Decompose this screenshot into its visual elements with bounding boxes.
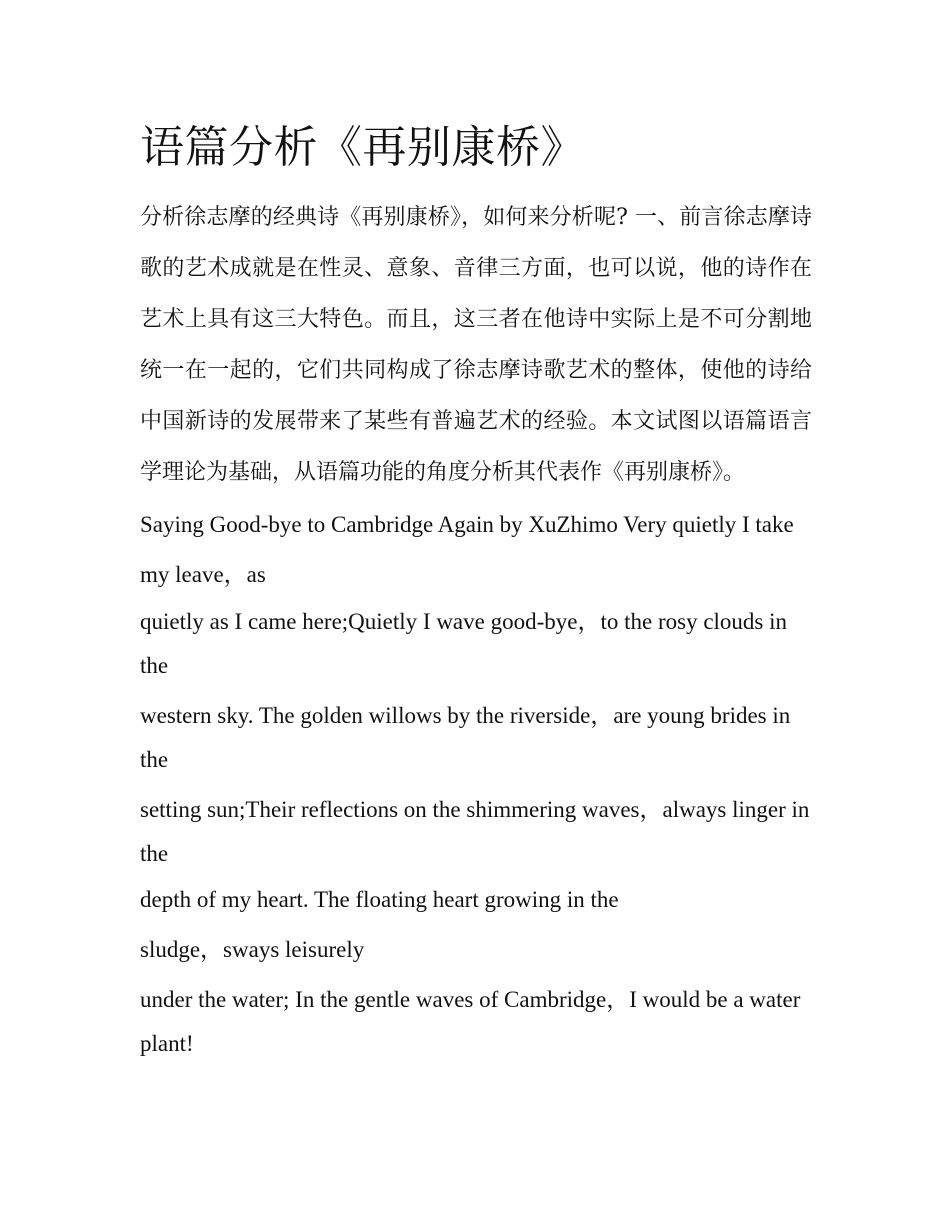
document-title: 语篇分析《再别康桥》 — [140, 122, 585, 173]
poem-line: Saying Good-bye to Cambridge Again by XuZhimo Very quietly I take my leave，as — [140, 512, 794, 587]
poem-line: under the water; In the gentle waves of Cambridge，I would be a water plant! — [140, 987, 801, 1056]
poem-line: sludge，sways leisurely — [140, 937, 365, 962]
intro-paragraph: 分析徐志摩的经典诗《再别康桥》，如何来分析呢? 一、前言徐志摩诗歌的艺术成就是在性灵、意象、音律三方面，也可以说，他的诗作在艺术上具有这三大特色。而且，这三者在他诗中实际上是不可分割地统一在一起的，它们共同构成了徐志摩诗歌艺术的整体，使他的诗给中国新诗的发展带来了某些有普遍艺术的经验。本文试图以语篇语言学理论为基础，从语篇功能的角度分析其代表作《再别康桥》。 — [140, 205, 812, 485]
poem-line: western sky. The golden willows by the riverside，are young brides in the — [140, 703, 791, 772]
poem-line: quietly as I came here;Quietly I wave good-bye，to the rosy clouds in the — [140, 609, 788, 678]
poem-line: setting sun;Their reflections on the shimmering waves，always linger in the — [140, 797, 810, 866]
poem-text — [140, 500, 812, 1066]
poem-line: depth of my heart. The floating heart growing in the — [140, 887, 619, 912]
document-page — [140, 118, 812, 1072]
